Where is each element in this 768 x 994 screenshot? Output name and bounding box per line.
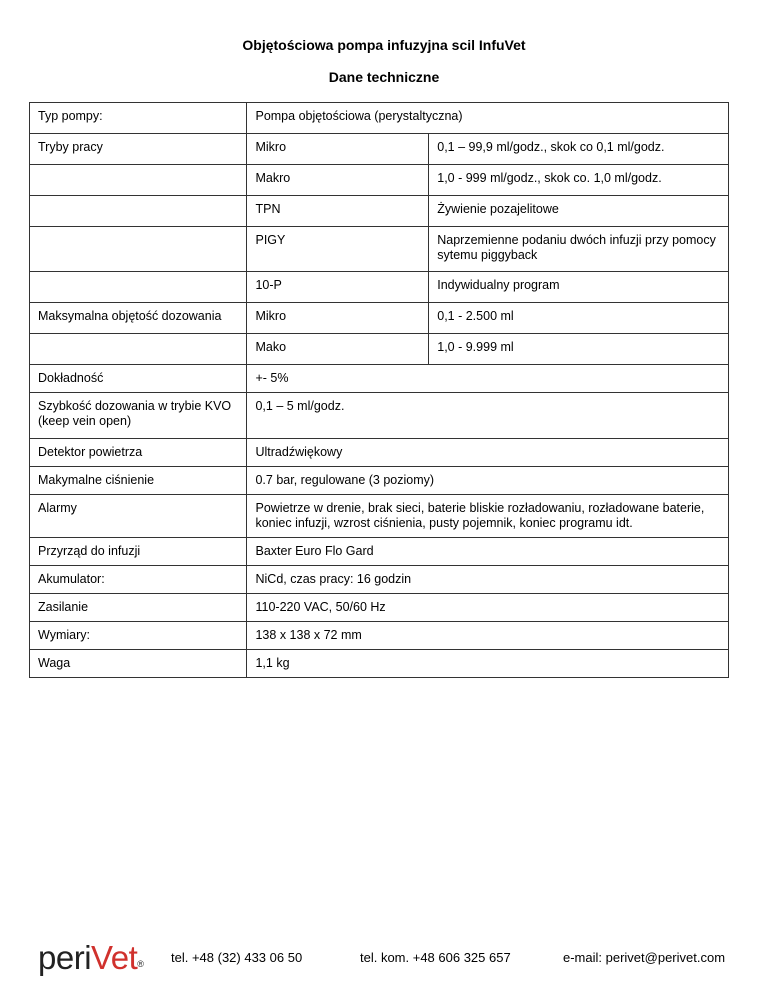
spec-label: Maksymalna objętość dozowania — [30, 303, 247, 334]
spec-label: Wymiary: — [30, 622, 247, 650]
spec-value: Pompa objętościowa (perystaltyczna) — [247, 103, 729, 134]
spec-value: Powietrze w drenie, brak sieci, baterie bliskie rozładowaniu, rozładowane baterie, koniec infuzji, wzrost ciśnienia, pusty pojemnik, koniec programu idt. — [247, 495, 729, 538]
table-row — [30, 103, 729, 134]
table-row — [30, 196, 729, 227]
spec-label: Akumulator: — [30, 566, 247, 594]
table-row — [30, 365, 729, 393]
empty-cell — [30, 334, 247, 365]
table-row — [30, 622, 729, 650]
specs-table — [29, 102, 729, 678]
table-row — [30, 165, 729, 196]
empty-cell — [30, 196, 247, 227]
table-row — [30, 495, 729, 538]
spec-value: 1,1 kg — [247, 650, 729, 678]
mode-name: Makro — [247, 165, 429, 196]
logo-text-vet: Vet — [91, 939, 138, 976]
document-subtitle: Dane techniczne — [328, 69, 440, 85]
perivet-logo — [38, 938, 143, 978]
registered-mark: ® — [137, 959, 144, 969]
empty-cell — [30, 272, 247, 303]
table-row — [30, 303, 729, 334]
spec-value: 0,1 – 5 ml/godz. — [247, 393, 729, 439]
table-row — [30, 227, 729, 272]
empty-cell — [30, 165, 247, 196]
mode-desc: 1,0 - 999 ml/godz., skok co. 1,0 ml/godz. — [429, 165, 729, 196]
mode-desc: 1,0 - 9.999 ml — [429, 334, 729, 365]
mode-name: 10-P — [247, 272, 429, 303]
logo-text-peri: peri — [38, 939, 92, 976]
spec-label: Zasilanie — [30, 594, 247, 622]
spec-value: 110-220 VAC, 50/60 Hz — [247, 594, 729, 622]
mode-name: Mako — [247, 334, 429, 365]
mode-desc: Żywienie pozajelitowe — [429, 196, 729, 227]
table-row — [30, 272, 729, 303]
mode-desc: Indywidualny program — [429, 272, 729, 303]
footer-email: e-mail: perivet@perivet.com — [563, 950, 726, 965]
table-row — [30, 650, 729, 678]
spec-value: Baxter Euro Flo Gard — [247, 538, 729, 566]
table-row — [30, 439, 729, 467]
mode-name: Mikro — [247, 303, 429, 334]
empty-cell — [30, 227, 247, 272]
mode-desc: 0,1 – 99,9 ml/godz., skok co 0,1 ml/godz. — [429, 134, 729, 165]
table-row — [30, 134, 729, 165]
table-row — [30, 594, 729, 622]
table-row — [30, 393, 729, 439]
mode-name: PIGY — [247, 227, 429, 272]
spec-label: Przyrząd do infuzji — [30, 538, 247, 566]
footer — [0, 938, 768, 978]
spec-value: +- 5% — [247, 365, 729, 393]
spec-label: Typ pompy: — [30, 103, 247, 134]
table-row — [30, 566, 729, 594]
spec-value: Ultradźwiękowy — [247, 439, 729, 467]
spec-label: Detektor powietrza — [30, 439, 247, 467]
document-title: Objętościowa pompa infuzyjna scil InfuVet — [242, 37, 526, 53]
spec-label: Szybkość dozowania w trybie KVO (keep vein open) — [30, 393, 247, 439]
spec-label: Waga — [30, 650, 247, 678]
table-row — [30, 334, 729, 365]
spec-label: Tryby pracy — [30, 134, 247, 165]
spec-label: Dokładność — [30, 365, 247, 393]
table-row — [30, 467, 729, 495]
spec-label: Makymalne ciśnienie — [30, 467, 247, 495]
mode-name: TPN — [247, 196, 429, 227]
spec-value: 0.7 bar, regulowane (3 poziomy) — [247, 467, 729, 495]
footer-phone: tel. +48 (32) 433 06 50 — [171, 950, 303, 965]
table-row — [30, 538, 729, 566]
mode-desc: Naprzemienne podaniu dwóch infuzji przy pomocy sytemu piggyback — [429, 227, 729, 272]
spec-value: NiCd, czas pracy: 16 godzin — [247, 566, 729, 594]
mode-name: Mikro — [247, 134, 429, 165]
spec-value: 138 x 138 x 72 mm — [247, 622, 729, 650]
mode-desc: 0,1 - 2.500 ml — [429, 303, 729, 334]
spec-label: Alarmy — [30, 495, 247, 538]
footer-mobile: tel. kom. +48 606 325 657 — [360, 950, 511, 965]
